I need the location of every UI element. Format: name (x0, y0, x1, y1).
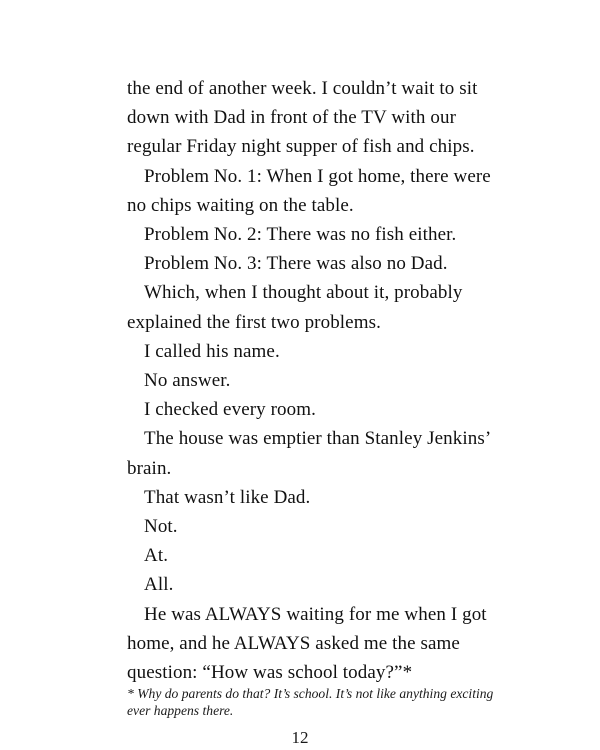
text-line: down with Dad in front of the TV with our (127, 107, 457, 129)
text-line: Problem No. 2: There was no fish either. (144, 224, 457, 246)
text-line: That wasn’t like Dad. (144, 486, 311, 508)
page-number: 12 (291, 728, 309, 747)
text-line: I checked every room. (144, 399, 316, 421)
text-line: All. (144, 574, 174, 596)
text-line: Problem No. 3: There was also no Dad. (144, 253, 448, 275)
text-line: question: “How was school today?”* (127, 662, 413, 684)
text-line: regular Friday night supper of fish and chips. (127, 136, 475, 158)
footnote (127, 685, 547, 719)
text-line: The house was emptier than Stanley Jenkins’ (144, 428, 492, 450)
text-line: explained the first two problems. (127, 311, 381, 333)
footnote-line: ever happens there. (127, 703, 234, 718)
text-line: home, and he ALWAYS asked me the same (127, 632, 460, 654)
text-line: No answer. (144, 370, 231, 392)
text-line: Problem No. 1: When I got home, there were (144, 165, 491, 187)
footnote-line: * Why do parents do that? It’s school. It’s not like anything exciting (127, 686, 494, 701)
text-line: Not. (144, 516, 178, 538)
body-text (127, 74, 547, 687)
text-line: brain. (127, 457, 172, 479)
text-line: Which, when I thought about it, probably (144, 282, 463, 304)
text-line: At. (144, 545, 169, 567)
text-line: He was ALWAYS waiting for me when I got (144, 603, 487, 625)
text-line: I called his name. (144, 340, 280, 362)
text-line: no chips waiting on the table. (127, 194, 354, 216)
text-line: the end of another week. I couldn’t wait to sit (127, 78, 478, 99)
